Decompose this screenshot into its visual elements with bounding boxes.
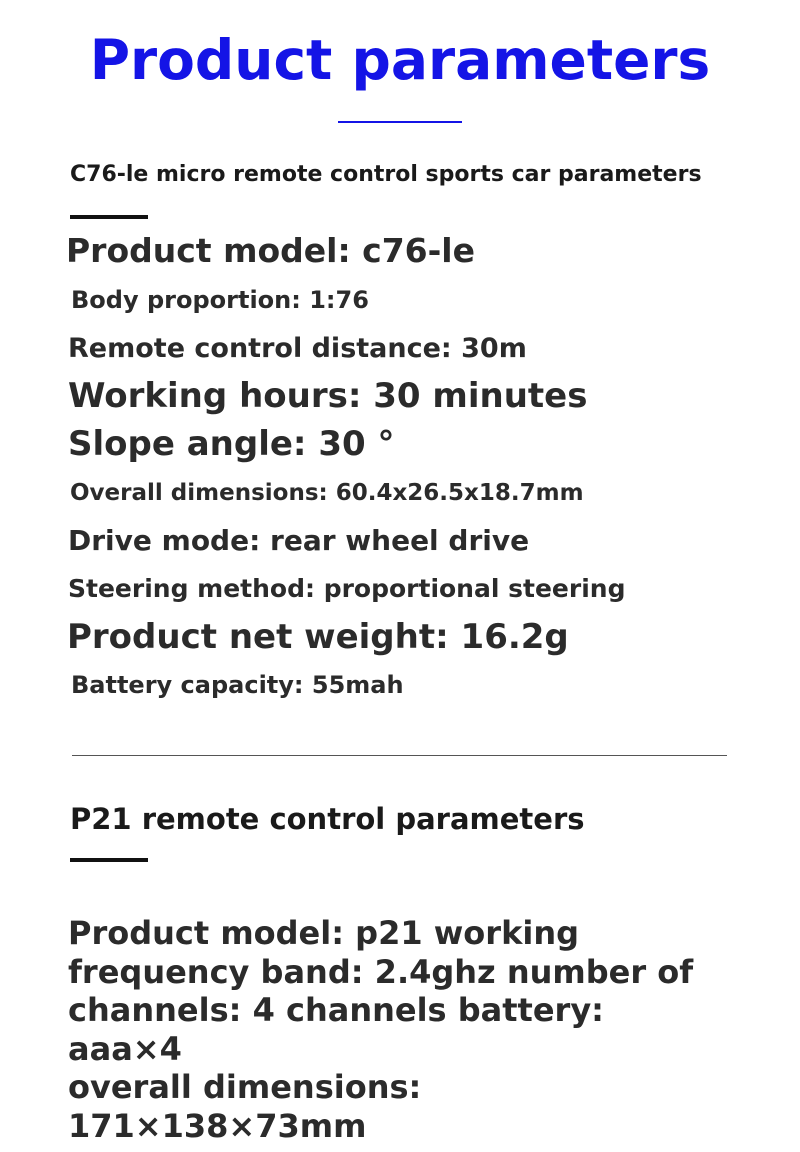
remote-line: frequency band: 2.4ghz number of [68, 952, 694, 991]
param-steering-method: Steering method: proportional steering [68, 574, 626, 603]
page-title: Product parameters [89, 28, 711, 92]
param-slope-angle: Slope angle: 30 ° [68, 424, 395, 464]
param-net-weight: Product net weight: 16.2g [67, 617, 569, 657]
remote-parameters-text [68, 914, 718, 1145]
remote-section-heading: P21 remote control parameters [70, 802, 585, 836]
param-working-hours: Working hours: 30 minutes [68, 376, 588, 416]
section-divider [72, 755, 727, 756]
title-underline [338, 121, 462, 123]
car-section-heading: C76-le micro remote control sports car parameters [70, 162, 702, 187]
remote-line: overall dimensions: 171×138×73mm [68, 1068, 422, 1145]
param-body-proportion: Body proportion: 1:76 [71, 286, 369, 314]
param-remote-distance: Remote control distance: 30m [68, 333, 527, 364]
remote-section-rule [70, 858, 148, 862]
param-overall-dimensions: Overall dimensions: 60.4x26.5x18.7mm [70, 480, 584, 506]
remote-line: channels: 4 channels battery: aaa×4 [68, 991, 604, 1068]
param-drive-mode: Drive mode: rear wheel drive [68, 524, 530, 557]
param-product-model: Product model: c76-le [66, 231, 476, 270]
car-section-rule [70, 215, 148, 219]
remote-line: Product model: p21 working [68, 914, 579, 952]
param-battery-capacity: Battery capacity: 55mah [71, 671, 404, 699]
